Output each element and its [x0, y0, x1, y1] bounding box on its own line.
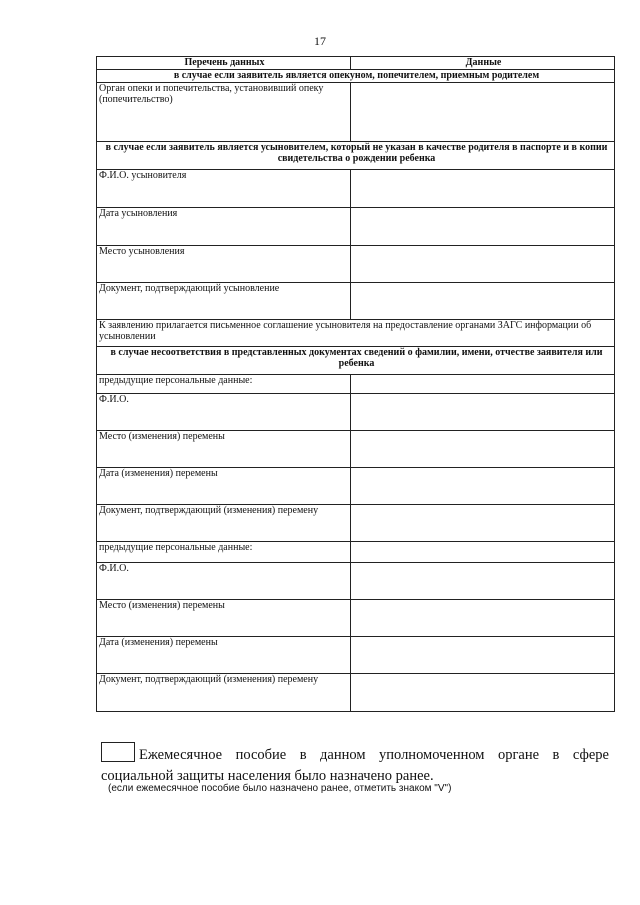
table-row [97, 431, 615, 468]
data-cell[interactable] [351, 170, 615, 208]
table-row [97, 375, 615, 394]
data-cell[interactable] [351, 600, 615, 637]
header-data-list: Перечень данных [97, 57, 351, 70]
data-cell[interactable] [351, 563, 615, 600]
page-number: 17 [314, 34, 326, 48]
row-label: Ф.И.О. [97, 394, 351, 431]
checkbox-hint: (если ежемесячное пособие было назначено ранее, отметить знаком "V") [108, 783, 452, 794]
table-row [97, 468, 615, 505]
table-row [97, 637, 615, 674]
section-title: в случае если заявитель является усыновителем, который не указан в качестве родителя в паспорте и в копии свидетельства о рождении ребенка [97, 142, 615, 170]
benefit-notice [101, 742, 609, 787]
data-table [96, 56, 615, 712]
row-label: Место усыновления [97, 246, 351, 283]
data-cell[interactable] [351, 505, 615, 542]
data-cell[interactable] [351, 246, 615, 283]
data-cell[interactable] [351, 208, 615, 246]
data-cell[interactable] [351, 431, 615, 468]
row-label: Дата (изменения) перемены [97, 468, 351, 505]
data-cell[interactable] [351, 283, 615, 320]
group-label: предыдущие персональные данные: [97, 542, 351, 563]
section-mismatch-header [97, 347, 615, 375]
table-row [97, 170, 615, 208]
table-row [97, 505, 615, 542]
table-header-row [97, 57, 615, 70]
row-label: Место (изменения) перемены [97, 600, 351, 637]
table-row [97, 246, 615, 283]
row-label: Ф.И.О. усыновителя [97, 170, 351, 208]
data-cell[interactable] [351, 637, 615, 674]
data-cell[interactable] [351, 83, 615, 142]
adoption-note-row [97, 320, 615, 347]
adoption-note: К заявлению прилагается письменное соглашение усыновителя на предоставление органами ЗАГС информации об усыновлении [97, 320, 615, 347]
row-label: Ф.И.О. [97, 563, 351, 600]
table-row [97, 283, 615, 320]
table-row [97, 394, 615, 431]
data-cell[interactable] [351, 674, 615, 712]
row-label: Документ, подтверждающий усыновление [97, 283, 351, 320]
row-label: Дата усыновления [97, 208, 351, 246]
data-cell[interactable] [351, 542, 615, 563]
row-label: Место (изменения) перемены [97, 431, 351, 468]
benefit-checkbox[interactable] [101, 742, 135, 762]
data-cell[interactable] [351, 394, 615, 431]
table-row [97, 563, 615, 600]
table-row [97, 600, 615, 637]
table-row [97, 208, 615, 246]
row-label: Документ, подтверждающий (изменения) перемену [97, 505, 351, 542]
section-guardian-header [97, 70, 615, 83]
group-label: предыдущие персональные данные: [97, 375, 351, 394]
table-row [97, 542, 615, 563]
benefit-notice-text: Ежемесячное пособие в данном уполномоченном органе в сфере социальной защиты населения было назначено ранее. [101, 747, 609, 784]
data-cell[interactable] [351, 375, 615, 394]
table-row [97, 83, 615, 142]
section-title: в случае если заявитель является опекуном, попечителем, приемным родителем [97, 70, 615, 83]
row-label: Дата (изменения) перемены [97, 637, 351, 674]
header-data: Данные [351, 57, 615, 70]
section-adoptive-header [97, 142, 615, 170]
row-label: Орган опеки и попечительства, установивший опеку (попечительство) [97, 83, 351, 142]
data-cell[interactable] [351, 468, 615, 505]
table-row [97, 674, 615, 712]
section-title: в случае несоответствия в представленных документах сведений о фамилии, имени, отчестве заявителя или ребенка [97, 347, 615, 375]
row-label: Документ, подтверждающий (изменения) перемену [97, 674, 351, 712]
